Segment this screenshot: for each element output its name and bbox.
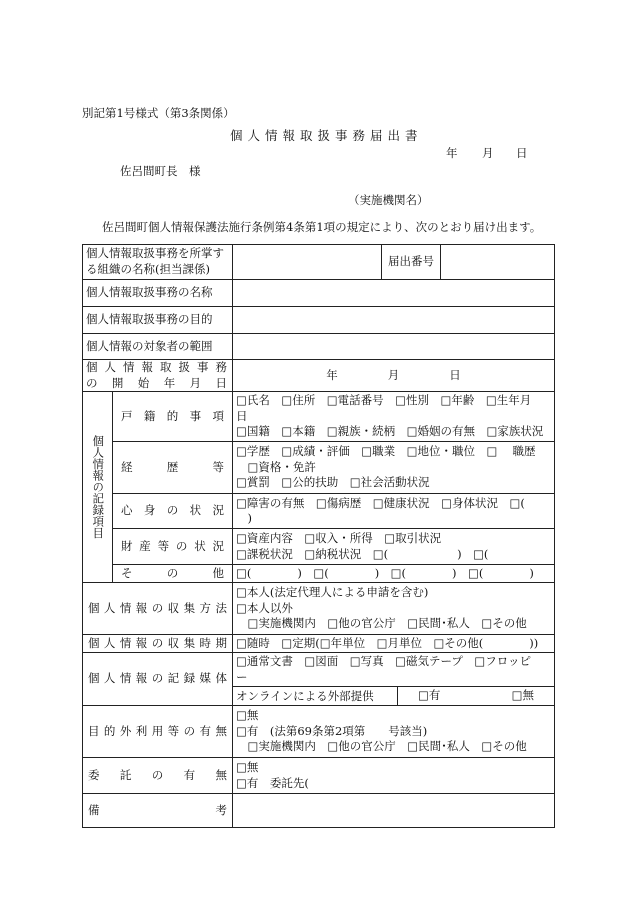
start-date-month: 月 — [387, 367, 400, 382]
label-purpose-out: 目的外利用等の有無 — [83, 706, 233, 758]
row-subject-scope — [83, 334, 555, 360]
purpose-out-line2[interactable]: □有 (法第69条第2項第 号該当) — [236, 723, 428, 738]
collection-method-line2[interactable]: □本人以外 — [236, 600, 293, 615]
label-start-date-line2: の開始年月日 — [86, 375, 229, 390]
remarks-input[interactable] — [233, 794, 555, 828]
collection-timing-options[interactable] — [233, 635, 555, 653]
start-date-year: 年 — [326, 367, 338, 382]
family-options-line3[interactable]: □国籍 □本籍 □親族・続柄 □婚姻の有無 □家族状況 — [236, 424, 544, 439]
career-options[interactable] — [233, 442, 555, 494]
notification-number-label: 届出番号 — [382, 245, 441, 279]
row-collection-timing — [83, 635, 555, 653]
label-start-date — [83, 360, 233, 392]
row-affair-name — [83, 280, 555, 307]
online-provision-label: オンラインによる外部提供 — [233, 687, 398, 705]
label-start-date-line1: 個人情報取扱事務 — [86, 360, 229, 374]
career-options-line1[interactable]: □学歴 □成績・評価 □職業 □地位・職位 □ 職歴 — [236, 444, 536, 459]
purpose-out-line3[interactable]: □実施機関内 □他の官公庁 □民間･私人 □その他 — [236, 739, 527, 754]
media-options[interactable] — [233, 653, 555, 706]
label-consign: 委託の有無 — [83, 758, 233, 794]
row-record-asset — [83, 529, 555, 565]
consign-options[interactable] — [233, 758, 555, 794]
career-options-line2[interactable]: □資格・免許 — [236, 459, 316, 474]
asset-options-line1[interactable]: □資産内容 □収入・所得 □取引状況 — [236, 531, 442, 546]
other-options-line1[interactable]: □( ) □( ) □( ) □( ) — [236, 565, 534, 580]
row-record-family — [83, 392, 555, 442]
consign-line2[interactable]: □有 委託先( — [236, 775, 309, 790]
row-record-career — [83, 442, 555, 494]
affair-purpose-input[interactable] — [233, 307, 555, 334]
label-collection-timing: 個人情報の収集時期 — [83, 635, 233, 653]
row-consign — [83, 758, 555, 794]
career-options-line3[interactable]: □賞罰 □公的扶助 □社会活動状況 — [236, 475, 430, 490]
form-number: 別記第1号様式（第3条関係） — [82, 106, 235, 120]
purpose-out-line1[interactable]: □無 — [236, 708, 259, 723]
label-asset: 財産等の状況 — [113, 529, 233, 565]
date-year: 年 — [446, 146, 458, 160]
collection-method-line1[interactable]: □本人(法定代理人による申請を含む) — [236, 585, 429, 600]
asset-options[interactable] — [233, 529, 555, 565]
row-start-date — [83, 360, 555, 392]
mind-options[interactable] — [233, 494, 555, 529]
start-date-input[interactable] — [233, 360, 555, 392]
label-record-items — [83, 392, 113, 583]
media-options-line1[interactable]: □通常文書 □図面 □写真 □磁気テープ □フロッピ — [236, 654, 532, 669]
label-collection-method: 個人情報の収集方法 — [83, 583, 233, 635]
purpose-out-options[interactable] — [233, 706, 555, 758]
label-organization-line2: る組織の名称(担当課係) — [86, 262, 210, 276]
row-record-mind — [83, 494, 555, 529]
asset-options-line2[interactable]: □課税状況 □納税状況 □( ) □( — [236, 546, 489, 561]
collection-method-options[interactable] — [233, 583, 555, 635]
label-career: 経歴等 — [113, 442, 233, 494]
mind-options-line2: ) — [236, 511, 252, 526]
row-collection-method — [83, 583, 555, 635]
media-options-line2: ー — [236, 669, 248, 684]
label-organization-line1: 個人情報取扱事務を所掌す — [86, 246, 224, 261]
notification-form-table — [82, 244, 555, 828]
row-media — [83, 653, 555, 706]
row-organization — [83, 245, 555, 280]
organization-input[interactable] — [233, 245, 382, 279]
addressee: 佐呂間町長 様 — [120, 164, 201, 178]
subject-scope-input[interactable] — [233, 334, 555, 360]
label-affair-purpose: 個人情報取扱事務の目的 — [83, 307, 233, 334]
collection-method-line3[interactable]: □実施機関内 □他の官公庁 □民間･私人 □その他 — [236, 616, 527, 631]
label-other: その他 — [113, 565, 233, 583]
agency-name: （実施機関名） — [348, 193, 429, 207]
date-month: 月 — [482, 146, 494, 160]
date-day: 日 — [516, 146, 528, 160]
label-remarks: 備考 — [83, 794, 233, 828]
notification-number-input[interactable] — [441, 245, 554, 279]
other-options[interactable] — [233, 565, 555, 583]
label-affair-name: 個人情報取扱事務の名称 — [83, 280, 233, 307]
consign-line1[interactable]: □無 — [236, 760, 259, 775]
online-provision-no[interactable]: □無 — [511, 688, 534, 703]
start-date-day: 日 — [449, 367, 461, 382]
label-organization — [83, 245, 233, 280]
online-provision-yes[interactable]: □有 — [418, 688, 441, 703]
label-media: 個人情報の記録媒体 — [83, 653, 233, 706]
organization-value[interactable] — [233, 245, 555, 280]
label-subject-scope: 個人情報の対象者の範囲 — [83, 334, 233, 360]
statement: 佐呂間町個人情報保護法施行条例第4条第1項の規定により、次のとおり届け出ます。 — [102, 220, 542, 234]
family-options-line2: 日 — [236, 408, 248, 423]
row-purpose-out — [83, 706, 555, 758]
label-record-items-text: 個人情報の記録項目 — [91, 435, 106, 539]
form-title: 個人情報取扱事務届出書 — [230, 128, 423, 143]
mind-options-line1[interactable]: □障害の有無 □傷病歴 □健康状況 □身体状況 □( — [236, 495, 525, 510]
label-family: 戸籍的事項 — [113, 392, 233, 442]
row-affair-purpose — [83, 307, 555, 334]
row-remarks — [83, 794, 555, 828]
family-options-line1[interactable]: □氏名 □住所 □電話番号 □性別 □年齢 □生年月 — [236, 393, 532, 408]
family-options[interactable] — [233, 392, 555, 442]
affair-name-input[interactable] — [233, 280, 555, 307]
collection-timing-line1[interactable]: □随時 □定期(□年単位 □月単位 □その他( )) — [236, 635, 539, 650]
row-record-other — [83, 565, 555, 583]
label-mind: 心身の状況 — [113, 494, 233, 529]
